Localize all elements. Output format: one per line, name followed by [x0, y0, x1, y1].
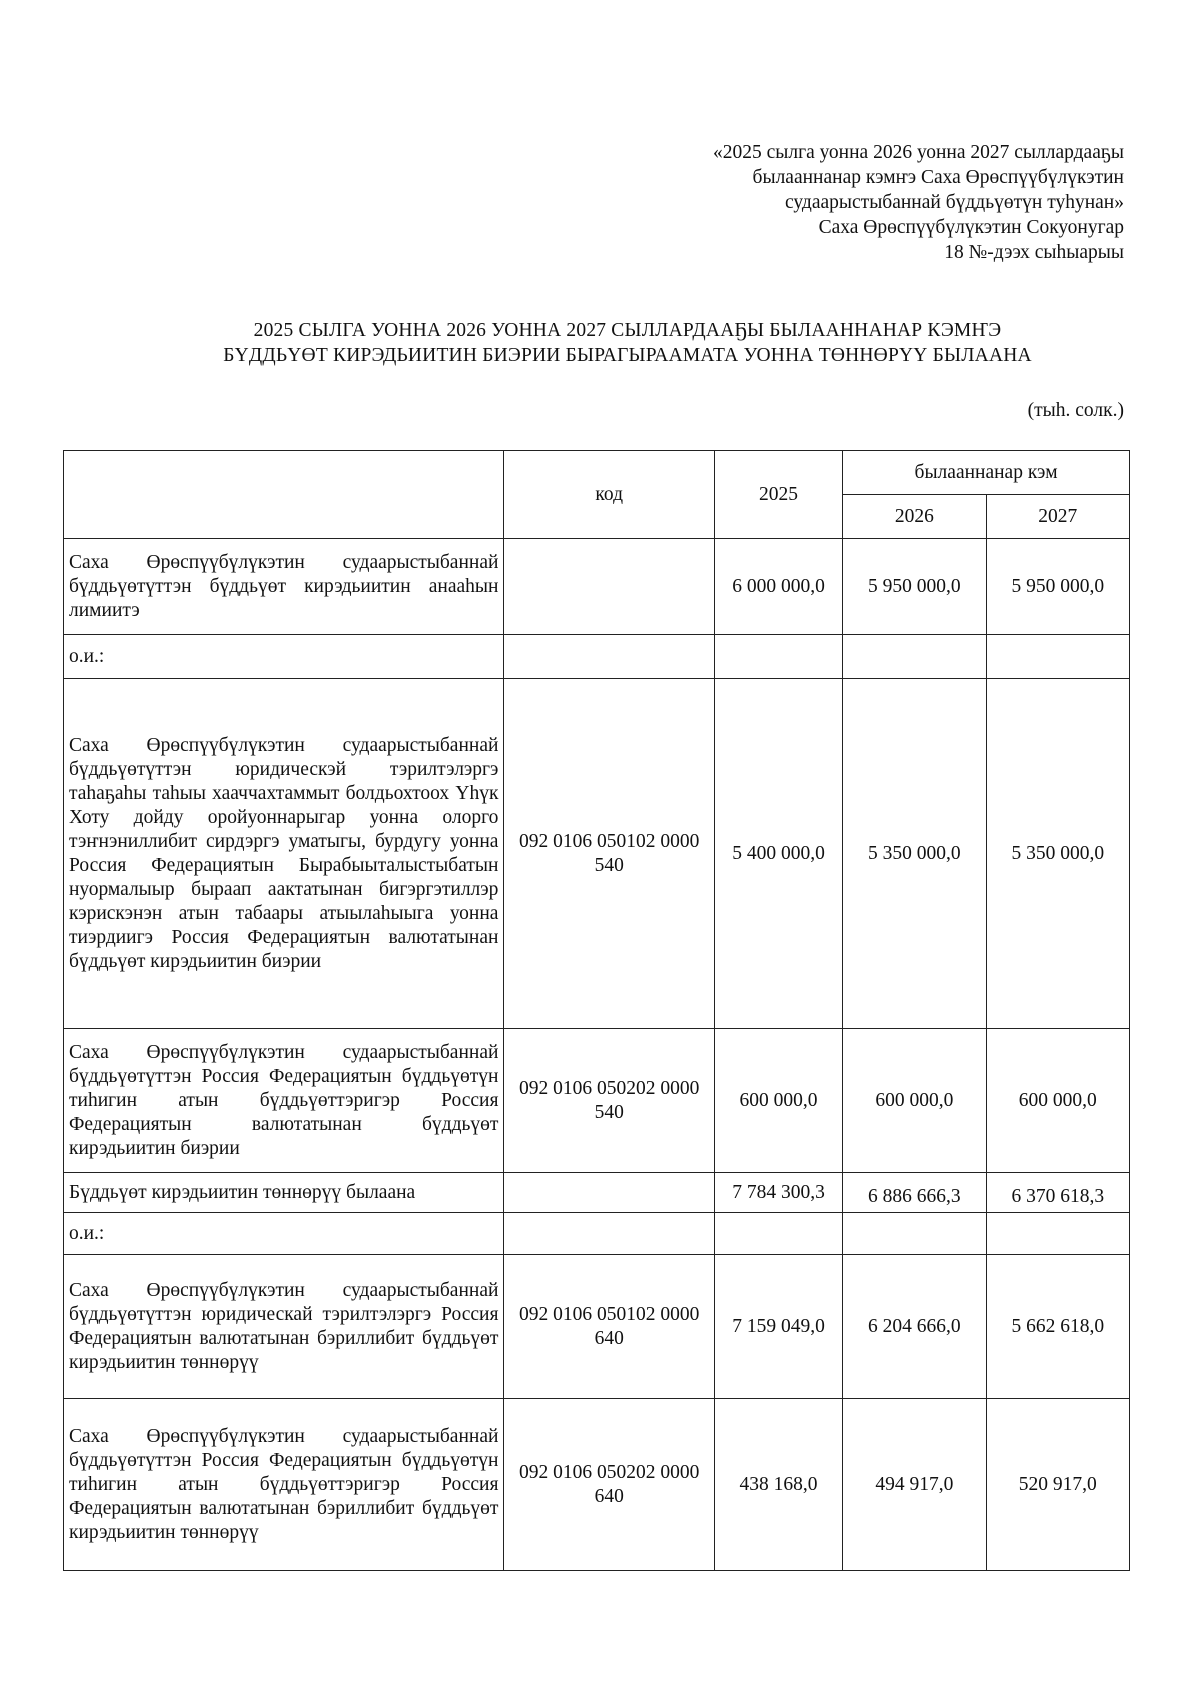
table-row	[64, 1173, 1130, 1213]
table-row	[64, 1213, 1130, 1255]
budget-table	[63, 450, 1130, 1571]
row-value-2027: 5 662 618,0	[986, 1255, 1129, 1399]
title-line-1: 2025 СЫЛГА УОННА 2026 УОННА 2027 СЫЛЛАРДААҔЫ БЫЛААННАНАР КЭМҤЭ	[253, 320, 1002, 341]
row-code	[504, 1173, 715, 1213]
table-row	[64, 1255, 1130, 1399]
row-code: 092 0106 050202 0000 540	[504, 1029, 715, 1173]
header-name-cell	[64, 451, 504, 539]
document-title	[90, 318, 1165, 368]
row-value-2025: 438 168,0	[714, 1399, 842, 1571]
row-value-2027: 5 950 000,0	[986, 539, 1129, 635]
row-name: о.и.:	[64, 1213, 504, 1255]
row-value-2025: 5 400 000,0	[714, 679, 842, 1029]
row-value-2027	[986, 635, 1129, 679]
table-row	[64, 679, 1130, 1029]
approval-line: былааннанар кэмҥэ Саха Өрөспүүбүлүкэтин	[752, 167, 1124, 188]
header-year-2025: 2025	[714, 451, 842, 539]
row-name: Бүддьүөт кирэдьиитин төннөрүү былаана	[64, 1173, 504, 1213]
row-value-2026: 494 917,0	[843, 1399, 986, 1571]
row-code: 092 0106 050102 0000 640	[504, 1255, 715, 1399]
row-value-2027: 6 370 618,3	[986, 1173, 1129, 1213]
row-value-2026: 6 886 666,3	[843, 1173, 986, 1213]
header-code: код	[504, 451, 715, 539]
row-value-2027: 520 917,0	[986, 1399, 1129, 1571]
table-row	[64, 539, 1130, 635]
header-year-2027: 2027	[986, 495, 1129, 539]
table-row	[64, 1029, 1130, 1173]
units-note: (тыһ. солк.)	[1027, 400, 1124, 421]
row-code	[504, 635, 715, 679]
row-value-2026	[843, 1213, 986, 1255]
row-name: Саха Өрөспүүбүлүкэтин судаарыстыбаннай бүддьүөтүттэн юридическэй тэрилтэлэргэ таһаҕаһы таһыы хааччахтаммыт болдьохтоох Үһүк Хоту дойду оройуоннарыгар уонна олорго тэҥнэниллибит сирдэргэ уматыгы, бурдугу уонна Россия Федерациятын Бырабыыталыстыбатын нуормалыыр быраап аактатынан бигэргэтиллэр кэрискэнэн атын табаары атыылаһыыга уонна тиэрдиигэ Россия Федерациятын валютатынан бүддьүөт кирэдьиитин биэрии	[64, 679, 504, 1029]
approval-line: 18 №-дээх сыһыарыы	[944, 242, 1124, 263]
row-value-2025: 7 159 049,0	[714, 1255, 842, 1399]
row-value-2026: 5 350 000,0	[843, 679, 986, 1029]
header-plan-period: былааннанар кэм	[843, 451, 1130, 495]
table-row	[64, 635, 1130, 679]
row-value-2025: 600 000,0	[714, 1029, 842, 1173]
row-code: 092 0106 050202 0000 640	[504, 1399, 715, 1571]
table-header-row	[64, 451, 1130, 495]
row-value-2025: 6 000 000,0	[714, 539, 842, 635]
approval-line: Саха Өрөспүүбүлүкэтин Сокуонугар	[818, 217, 1124, 238]
approval-reference	[564, 140, 1124, 265]
row-name: Саха Өрөспүүбүлүкэтин судаарыстыбаннай бүддьүөтүттэн юридическай тэрилтэлэргэ Россия Федерациятын валютатынан бэриллибит бүддьүөт кирэдьиитин төннөрүү	[64, 1255, 504, 1399]
row-name: Саха Өрөспүүбүлүкэтин судаарыстыбаннай бүддьүөтүттэн бүддьүөт кирэдьиитин анааһын лимиитэ	[64, 539, 504, 635]
row-value-2026: 6 204 666,0	[843, 1255, 986, 1399]
row-value-2025	[714, 635, 842, 679]
row-value-2025: 7 784 300,3	[714, 1173, 842, 1213]
row-code	[504, 1213, 715, 1255]
row-value-2027	[986, 1213, 1129, 1255]
row-name: о.и.:	[64, 635, 504, 679]
row-code: 092 0106 050102 0000 540	[504, 679, 715, 1029]
approval-line: «2025 сылга уонна 2026 уонна 2027 сыллардааҕы	[713, 142, 1124, 163]
row-value-2026: 600 000,0	[843, 1029, 986, 1173]
approval-line: судаарыстыбаннай бүддьүөтүн туһунан»	[785, 192, 1124, 213]
row-value-2027: 5 350 000,0	[986, 679, 1129, 1029]
title-line-2: БҮДДЬҮӨТ КИРЭДЬИИТИН БИЭРИИ БЫРАГЫРААМАТА УОННА ТӨННӨРҮҮ БЫЛААНА	[223, 345, 1032, 366]
table-row	[64, 1399, 1130, 1571]
row-value-2025	[714, 1213, 842, 1255]
row-code	[504, 539, 715, 635]
row-name: Саха Өрөспүүбүлүкэтин судаарыстыбаннай бүддьүөтүттэн Россия Федерациятын бүддьүөтүн тиһигин атын бүддьүөттэригэр Россия Федерациятын валютатынан бэриллибит бүддьүөт кирэдьиитин төннөрүү	[64, 1399, 504, 1571]
header-year-2026: 2026	[843, 495, 986, 539]
row-value-2026	[843, 635, 986, 679]
row-name: Саха Өрөспүүбүлүкэтин судаарыстыбаннай бүддьүөтүттэн Россия Федерациятын бүддьүөтүн тиһигин атын бүддьүөттэригэр Россия Федерациятын валютатынан бүддьүөт кирэдьиитин биэрии	[64, 1029, 504, 1173]
row-value-2026: 5 950 000,0	[843, 539, 986, 635]
row-value-2027: 600 000,0	[986, 1029, 1129, 1173]
